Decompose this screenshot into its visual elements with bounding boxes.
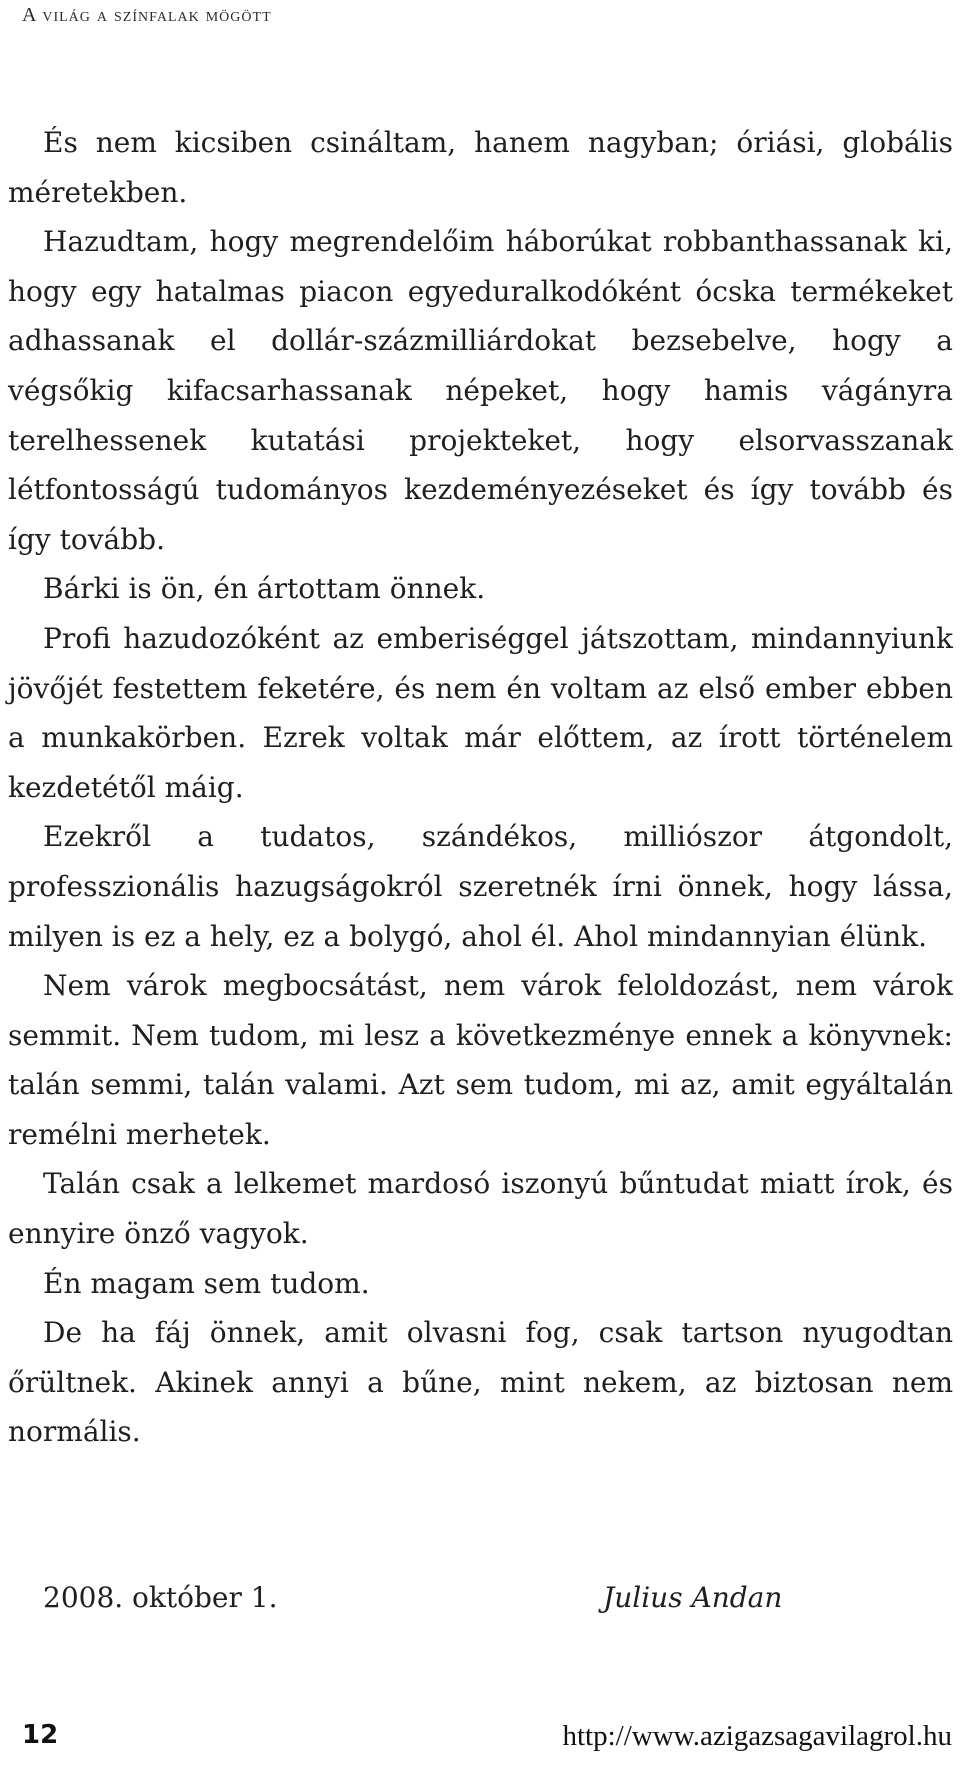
signature-author: Julius Andan — [603, 1581, 783, 1614]
paragraph: Hazudtam, hogy megrendelőim háborúkat robbanthassanak ki, hogy egy hatalmas piacon egyeduralkodóként ócska termékeket adhassanak el dollár-százmilliárdokat bezsebelve, hogy a végsőkig kifacsarhassanak népeket, hogy hamis vágányra terelhessenek kutatási projekteket, hogy elsorvasszanak létfontosságú tudományos kezdeményezéseket és így tovább és így tovább. — [8, 225, 953, 556]
page-footer — [22, 1720, 952, 1760]
paragraph: Talán csak a lelkemet mardosó iszonyú bűntudat miatt írok, és ennyire önző vagyok. — [8, 1167, 953, 1251]
paragraph: Nem várok megbocsátást, nem várok feloldozást, nem várok semmit. Nem tudom, mi lesz a következménye ennek a könyvnek: talán semmi, talán valami. Azt sem tudom, mi az, amit egyáltalán remélni merhetek. — [8, 969, 953, 1151]
running-header: A világ a színfalak mögött — [22, 4, 272, 26]
signature-date: 2008. október 1. — [43, 1581, 278, 1614]
paragraph: De ha fáj önnek, amit olvasni fog, csak tartson nyugodtan őrültnek. Akinek annyi a bűne, mint nekem, az biztosan nem normális. — [8, 1316, 953, 1449]
page-number: 12 — [22, 1720, 59, 1750]
footer-url: http://www.azigazsagavilagrol.hu — [562, 1720, 952, 1752]
paragraph: Én magam sem tudom. — [43, 1266, 370, 1300]
paragraph: Bárki is ön, én ártottam önnek. — [43, 572, 486, 606]
body-text — [8, 118, 953, 1457]
paragraph: Profi hazudozóként az emberiséggel játszottam, mindannyiunk jövőjét festettem feketére, és nem én voltam az első ember ebben a munkakörben. Ezrek voltak már előttem, az írott történelem kezdetétől máig. — [8, 621, 953, 804]
paragraph: Ezekről a tudatos, szándékos, milliószor átgondolt, professzionális hazugságokról szeretnék írni önnek, hogy lássa, milyen is ez a hely, ez a bolygó, ahol él. Ahol mindannyian élünk. — [8, 820, 953, 953]
paragraph: És nem kicsiben csináltam, hanem nagyban; óriási, globális méretekben. — [8, 126, 953, 209]
